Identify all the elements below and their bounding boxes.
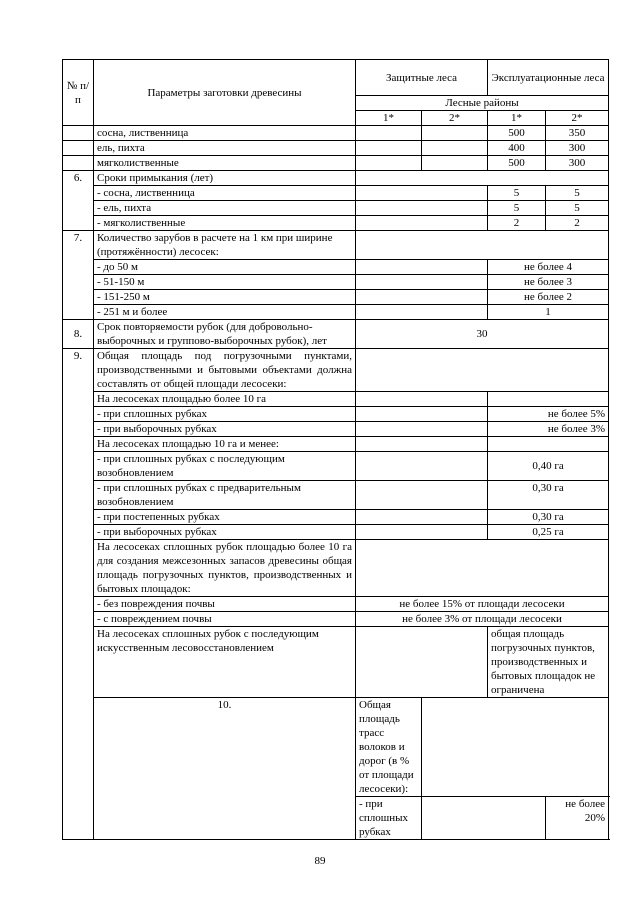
section-row	[63, 171, 609, 186]
row-value: не более 15% от площади лесосеки	[356, 597, 609, 612]
table-row	[63, 216, 609, 231]
table-row	[63, 126, 609, 141]
row-label: - без повреждения почвы	[94, 597, 356, 612]
row-value: 2	[546, 216, 609, 231]
row-value: не более 2	[488, 290, 609, 305]
row-label: - при выборочных рубках	[94, 525, 356, 540]
header-exploitation-r2: 2*	[546, 111, 609, 126]
row-label: - 251 м и более	[94, 305, 356, 320]
row-value: 5	[488, 186, 546, 201]
row-value: не более 20%	[546, 797, 609, 840]
table-row	[63, 156, 609, 171]
table-row	[63, 275, 609, 290]
row-value: 0,25 га	[488, 525, 609, 540]
row-label: - мягколиственные	[94, 216, 356, 231]
row-value: 300	[546, 141, 609, 156]
row-value: не более 3% от площади лесосеки	[356, 612, 609, 627]
row-label: - при сплошных рубках	[94, 407, 356, 422]
row-value: 0,30 га	[488, 481, 609, 510]
section-title: Общая площадь трасс волоков и дорог (в % от площади лесосеки):	[356, 698, 422, 797]
header-exploitation-r1: 1*	[488, 111, 546, 126]
row-label: На лесосеках площадью 10 га и менее:	[94, 437, 356, 452]
row-label: - сосна, лиственница	[94, 186, 356, 201]
table-row	[63, 597, 609, 612]
row-value: 350	[546, 126, 609, 141]
section-number: 6.	[63, 171, 94, 231]
header-protective-r1: 1*	[356, 111, 422, 126]
row-value: 400	[488, 141, 546, 156]
row-label: мягколиственные	[94, 156, 356, 171]
row-label: На лесосеках сплошных рубок с последующим искусственным лесовосстановлением	[94, 627, 356, 698]
table-row	[63, 290, 609, 305]
row-label: - 151-250 м	[94, 290, 356, 305]
row-value: 5	[488, 201, 546, 216]
table-row	[63, 481, 609, 510]
header-num: № п/п	[63, 60, 94, 126]
forestry-parameters-table	[62, 59, 609, 840]
table-row	[63, 612, 609, 627]
row-label: - при выборочных рубках	[94, 422, 356, 437]
section-row	[63, 698, 609, 797]
table-row	[63, 141, 609, 156]
row-value: 5	[546, 201, 609, 216]
table-row	[63, 452, 609, 481]
table-row	[63, 422, 609, 437]
row-label: - до 50 м	[94, 260, 356, 275]
header-protective: Защитные леса	[356, 60, 488, 96]
row-value: 0,30 га	[488, 510, 609, 525]
section-row	[63, 320, 609, 349]
header-protective-r2: 2*	[422, 111, 488, 126]
row-value: 30	[356, 320, 609, 349]
row-value: 1	[488, 305, 609, 320]
row-value: 0,40 га	[488, 452, 609, 481]
row-label: - 51-150 м	[94, 275, 356, 290]
row-value: не более 3	[488, 275, 609, 290]
table-row	[63, 437, 609, 452]
table-row	[63, 201, 609, 216]
row-label: - при постепенных рубках	[94, 510, 356, 525]
header-exploitation: Эксплуатационные леса	[488, 60, 609, 96]
row-value: не более 4	[488, 260, 609, 275]
row-value: не более 5%	[488, 407, 609, 422]
table-row	[63, 407, 609, 422]
row-value: 500	[488, 156, 546, 171]
row-value: 2	[488, 216, 546, 231]
row-label: - при сплошных рубках с последующим возобновлением	[94, 452, 356, 481]
table-row	[63, 525, 609, 540]
table-row	[63, 392, 609, 407]
table-row	[63, 540, 609, 597]
row-label: - при сплошных рубках	[356, 797, 422, 840]
row-value: 500	[488, 126, 546, 141]
row-label: - при сплошных рубках с предварительным возобновлением	[94, 481, 356, 510]
row-value: 5	[546, 186, 609, 201]
row-value: не более 3%	[488, 422, 609, 437]
page-number: 89	[314, 855, 326, 867]
row-value: общая площадь погрузочных пунктов, производственных и бытовых площадок не ограничена	[488, 627, 609, 698]
section-row	[63, 349, 609, 392]
section-number: 10.	[94, 698, 356, 840]
section-number: 8.	[63, 320, 94, 349]
section-number: 7.	[63, 231, 94, 320]
row-label: На лесосеках площадью более 10 га	[94, 392, 356, 407]
table-row	[63, 305, 609, 320]
header-forest-regions: Лесные районы	[356, 96, 609, 111]
row-label: ель, пихта	[94, 141, 356, 156]
row-label: - с повреждением почвы	[94, 612, 356, 627]
table-row	[63, 510, 609, 525]
section-title: Общая площадь под погрузочными пунктами, производственными и бытовыми объектами должна составлять от общей площади лесосеки:	[94, 349, 356, 392]
section-title: Срок повторяемости рубок (для добровольно-выборочных и группово-выборочных рубок), лет	[94, 320, 356, 349]
row-label: - ель, пихта	[94, 201, 356, 216]
section-number: 9.	[63, 349, 94, 840]
row-label: На лесосеках сплошных рубок площадью более 10 га для создания межсезонных запасов древесины общая площадь погрузочных пунктов, производственных и бытовых площадок:	[94, 540, 356, 597]
row-value: 300	[546, 156, 609, 171]
section-title: Количество зарубов в расчете на 1 км при ширине (протяжённости) лесосек:	[94, 231, 356, 260]
table-row	[63, 186, 609, 201]
row-label: сосна, лиственница	[94, 126, 356, 141]
section-title: Сроки примыкания (лет)	[94, 171, 356, 186]
table-row	[63, 627, 609, 698]
header-params: Параметры заготовки древесины	[94, 60, 356, 126]
section-row	[63, 231, 609, 260]
table-row	[63, 260, 609, 275]
